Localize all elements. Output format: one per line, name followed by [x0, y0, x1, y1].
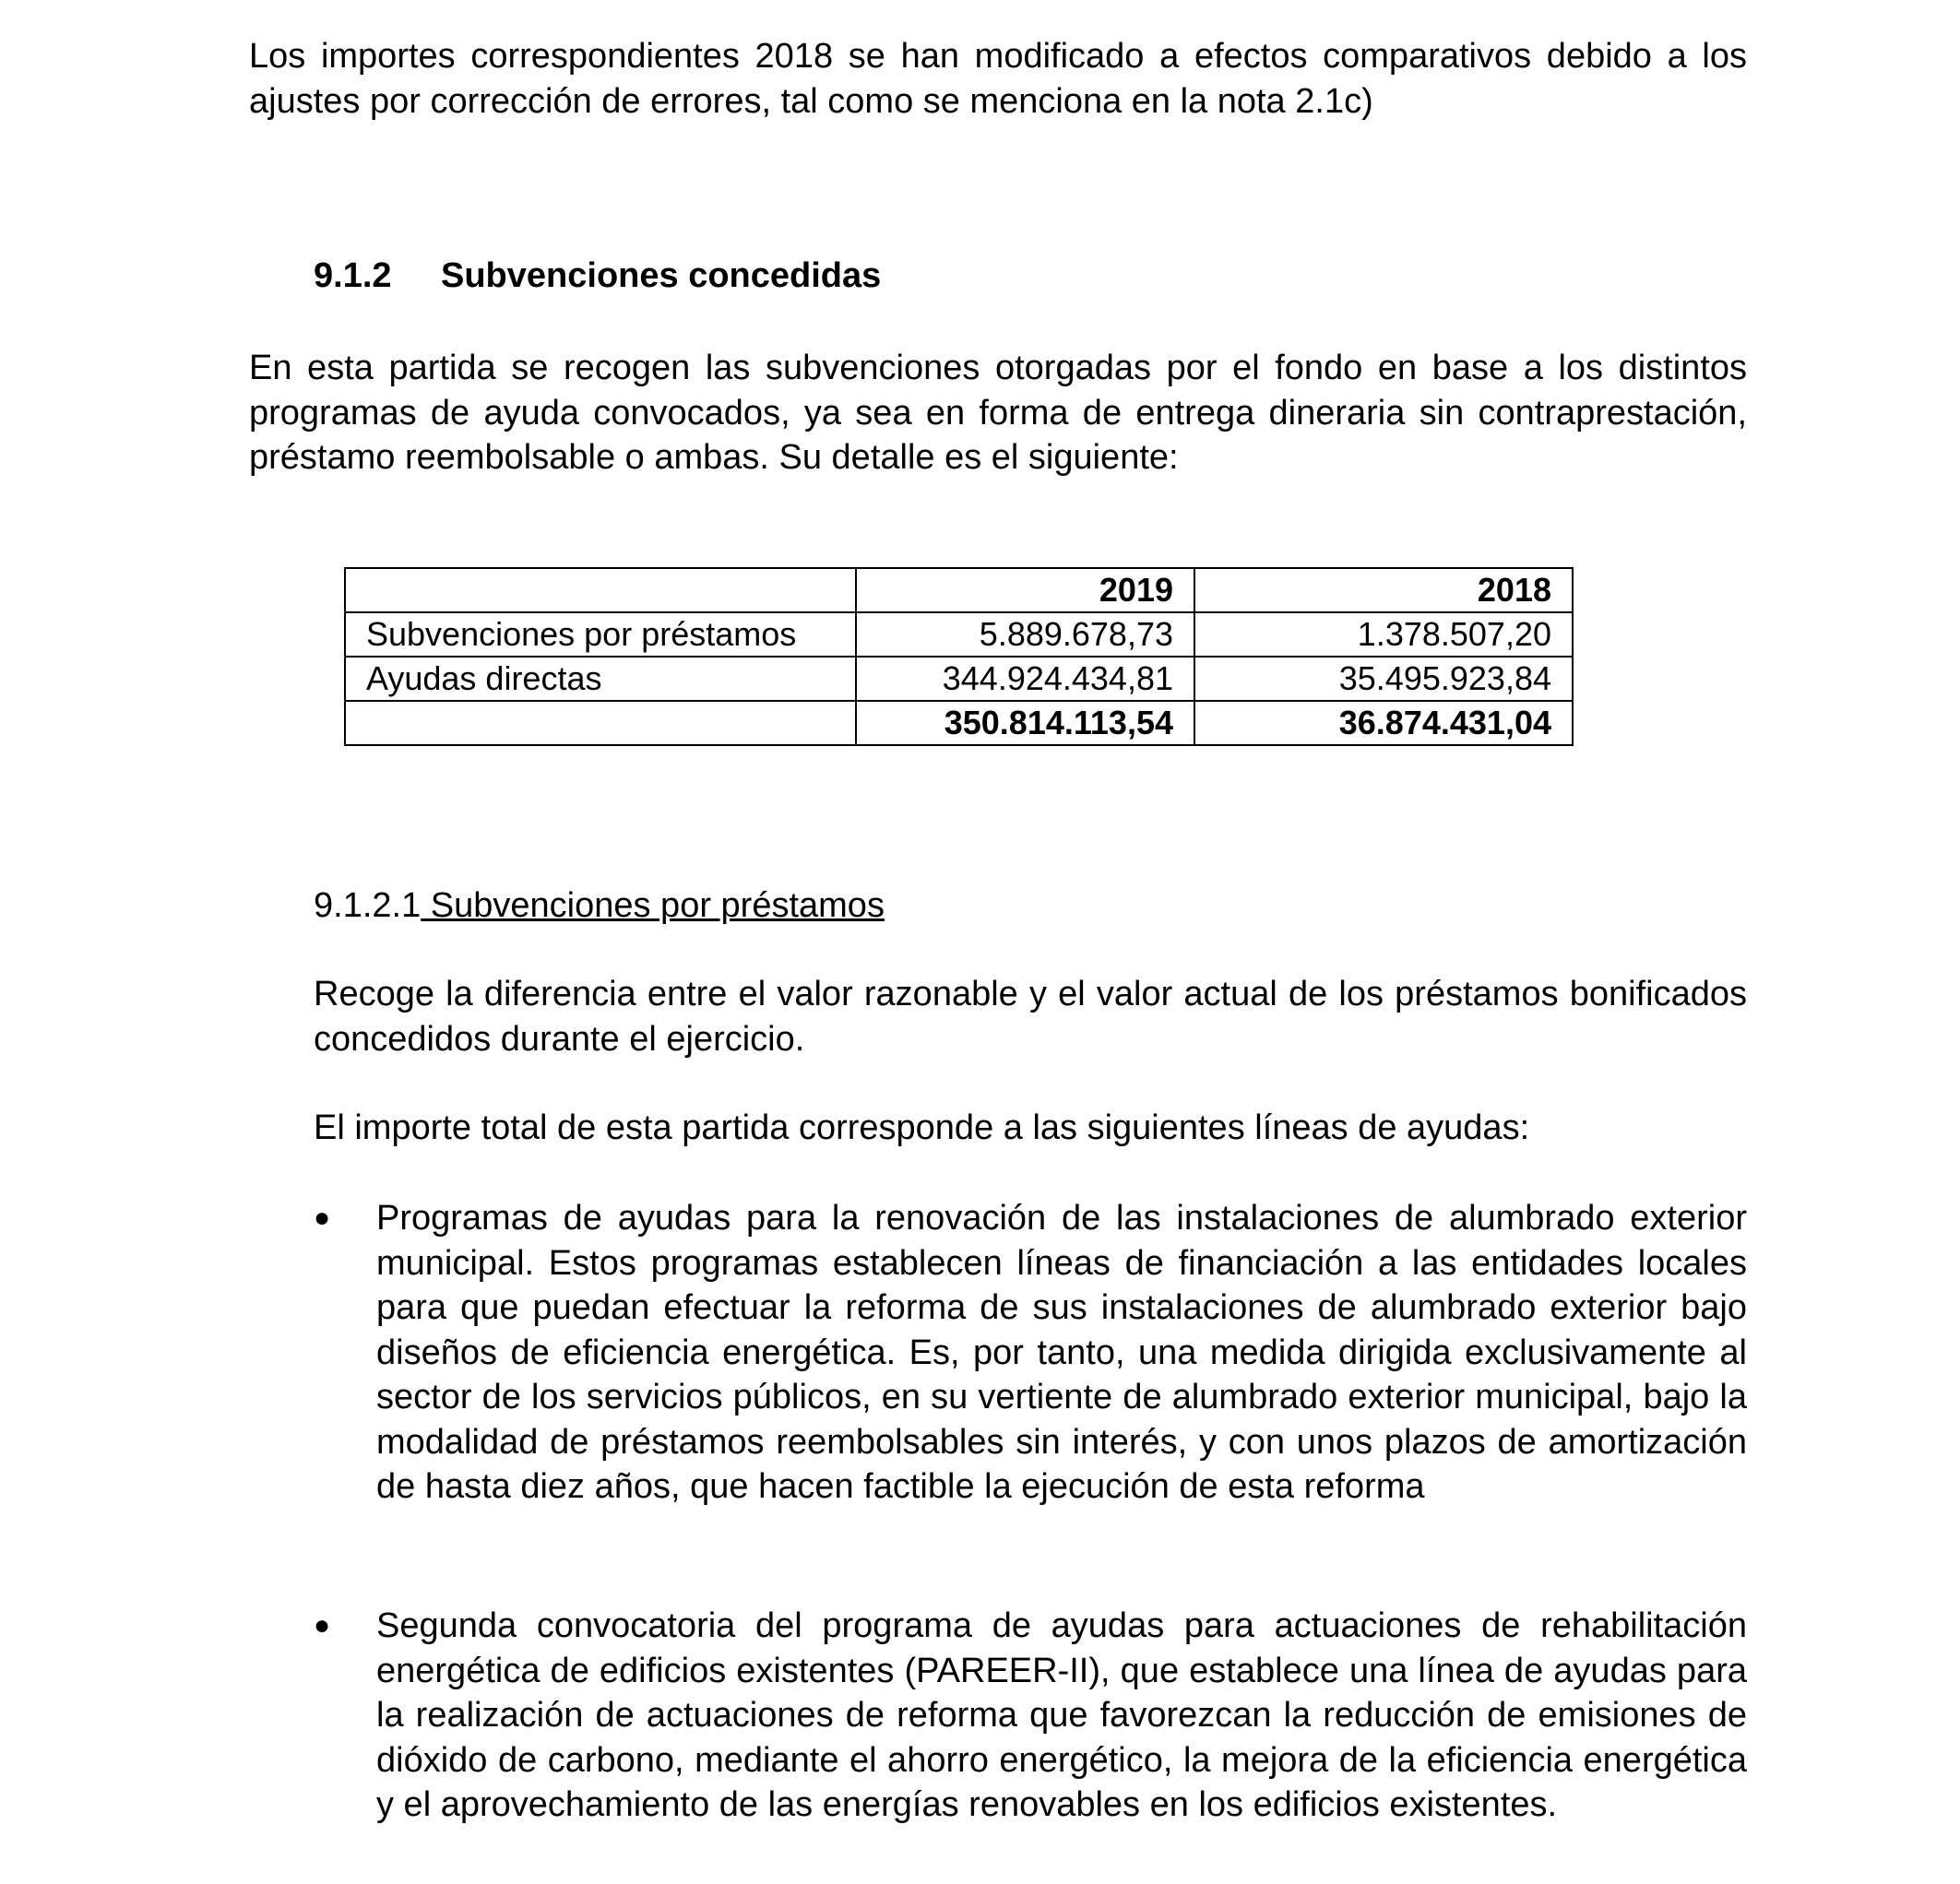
row-label: Subvenciones por préstamos	[345, 612, 856, 657]
subsection-paragraph-2: El importe total de esta partida corresponde a las siguientes líneas de ayudas:	[314, 1108, 1530, 1147]
aid-lines-list-continued	[314, 1604, 1747, 1828]
total-label	[345, 701, 856, 745]
section-description: En esta partida se recogen las subvenciones otorgadas por el fondo en base a los distintos programas de ayuda convocados, ya sea en forma de entrega dineraria sin contraprestación, préstamo reembolsable o ambas. Su detalle es el siguiente:	[249, 349, 1747, 477]
section-heading	[314, 254, 881, 298]
table-header-row	[345, 568, 1573, 612]
row-value-2019: 344.924.434,81	[856, 657, 1194, 701]
row-value-2018: 35.495.923,84	[1194, 657, 1573, 701]
list-item	[314, 1196, 1747, 1510]
row-label: Ayudas directas	[345, 657, 856, 701]
table-header-2019: 2019	[856, 568, 1194, 612]
list-item	[314, 1604, 1747, 1828]
row-value-2019: 5.889.678,73	[856, 612, 1194, 657]
list-item-text: Programas de ayudas para la renovación de las instalaciones de alumbrado exterior municipal. Estos programas establecen líneas de financiación a las entidades locales para que puedan efectuar la reforma de sus instalaciones de alumbrado exterior bajo diseños de eficiencia energética. Es, por tanto, una medida dirigida exclusivamente al sector de los servicios públicos, en su vertiente de alumbrado exterior municipal, bajo la modalidad de préstamos reembolsables sin interés, y con unos plazos de amortización de hasta diez años, que hacen factible la ejecución de esta reforma	[376, 1199, 1747, 1506]
table-row	[345, 612, 1573, 657]
table-row	[345, 657, 1573, 701]
subsidies-table	[344, 567, 1574, 746]
table-header-label	[345, 568, 856, 612]
table-header-2018: 2018	[1194, 568, 1573, 612]
subsection-title: Subvenciones por préstamos	[421, 886, 885, 925]
aid-lines-list	[314, 1196, 1747, 1510]
bullet-icon: ●	[314, 1203, 331, 1233]
subsection-heading	[314, 883, 885, 928]
subsection-number: 9.1.2.1	[314, 886, 422, 925]
total-value-2019: 350.814.113,54	[856, 701, 1194, 745]
table-total-row	[345, 701, 1573, 745]
subsection-paragraph-1: Recoge la diferencia entre el valor razonable y el valor actual de los préstamos bonificados concedidos durante el ejercicio.	[314, 975, 1747, 1059]
intro-paragraph: Los importes correspondientes 2018 se han modificado a efectos comparativos debido a los ajustes por corrección de errores, tal como se menciona en la nota 2.1c)	[249, 37, 1747, 121]
total-value-2018: 36.874.431,04	[1194, 701, 1573, 745]
section-number: 9.1.2	[314, 256, 392, 295]
list-item-text: Segunda convocatoria del programa de ayudas para actuaciones de rehabilitación energética de edificios existentes (PAREER-II), que establece una línea de ayudas para la realización de actuaciones de reforma que favorezcan la reducción de emisiones de dióxido de carbono, mediante el ahorro energético, la mejora de la eficiencia energética y el aprovechamiento de las energías renovables en los edificios existentes.	[376, 1606, 1747, 1824]
row-value-2018: 1.378.507,20	[1194, 612, 1573, 657]
bullet-icon: ●	[314, 1610, 331, 1641]
section-title: Subvenciones concedidas	[441, 256, 882, 295]
